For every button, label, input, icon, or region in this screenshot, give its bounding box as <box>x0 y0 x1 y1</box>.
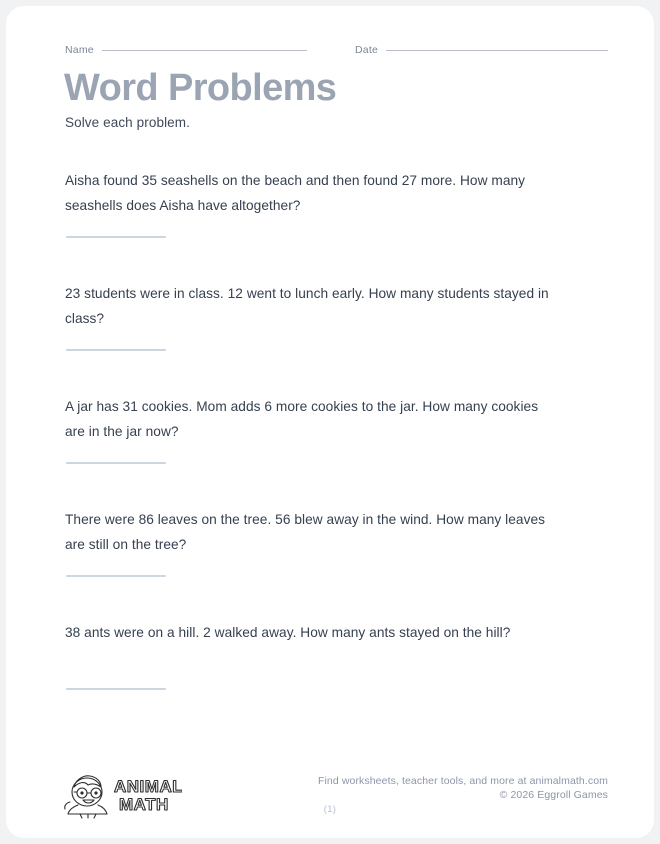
problem-item <box>65 168 565 281</box>
date-label: Date <box>355 44 378 56</box>
name-label: Name <box>65 44 94 56</box>
worksheet-page <box>6 6 654 838</box>
name-field-group <box>65 44 307 56</box>
logo-text-animal: ANIMAL <box>114 777 182 796</box>
problem-text: 23 students were in class. 12 went to lunch early. How many students stayed in class? <box>65 286 549 326</box>
answer-line[interactable] <box>66 462 166 464</box>
problem-text: There were 86 leaves on the tree. 56 blew away in the wind. How many leaves are still on the tree? <box>65 512 546 552</box>
answer-line[interactable] <box>66 349 166 351</box>
date-field-group <box>355 44 608 56</box>
page-footer <box>6 758 654 838</box>
footer-credit-line-2: © 2026 Eggroll Games <box>499 789 608 801</box>
page-subtitle: Solve each problem. <box>65 115 190 130</box>
problem-text: Aisha found 35 seashells on the beach and then found 27 more. How many seashells does Aisha have altogether? <box>65 173 526 213</box>
footer-credit-line-1: Find worksheets, teacher tools, and more at animalmath.com <box>317 775 608 787</box>
problem-item <box>65 507 565 620</box>
page-number: (1) <box>323 804 337 815</box>
date-write-line[interactable] <box>386 50 608 51</box>
problem-item <box>65 281 565 394</box>
name-write-line[interactable] <box>102 50 307 51</box>
page-title: Word Problems <box>64 67 337 109</box>
logo-text-math: MATH <box>119 795 169 814</box>
answer-line[interactable] <box>66 688 166 690</box>
name-date-header <box>65 44 608 62</box>
problem-item <box>65 620 565 733</box>
problem-item <box>65 394 565 507</box>
footer-credit <box>318 774 608 802</box>
answer-line[interactable] <box>66 575 166 577</box>
problem-text: A jar has 31 cookies. Mom adds 6 more cookies to the jar. How many cookies are in the jar now? <box>65 399 539 439</box>
problem-list <box>65 168 565 733</box>
problem-text: 38 ants were on a hill. 2 walked away. How many ants stayed on the hill? <box>65 625 511 640</box>
answer-line[interactable] <box>66 236 166 238</box>
